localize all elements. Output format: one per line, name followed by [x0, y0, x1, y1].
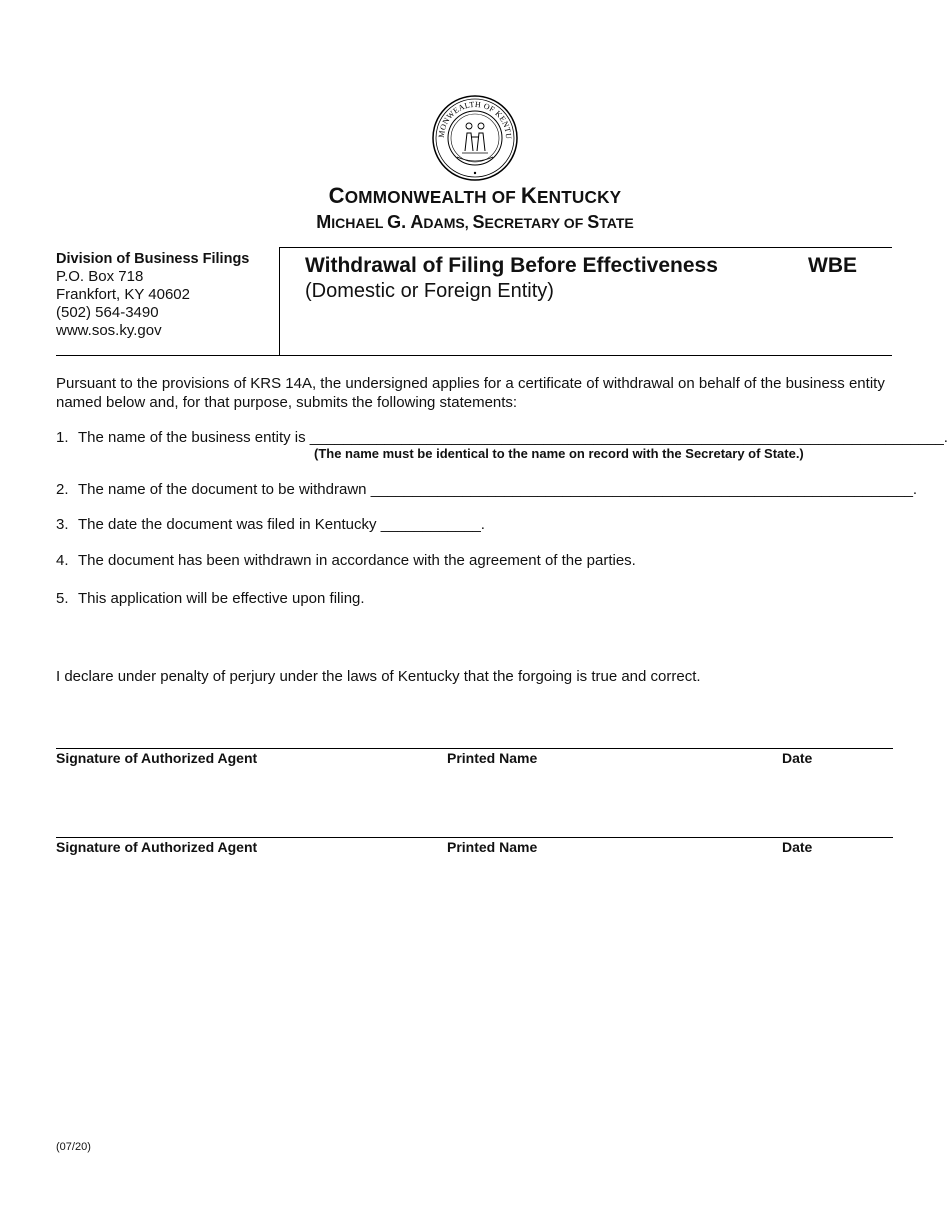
signature-line-2[interactable]: [56, 837, 893, 838]
date-label-2: Date: [782, 839, 813, 855]
name-note: (The name must be identical to the name on record with the Secretary of State.): [314, 446, 804, 461]
secretary-heading: MICHAEL G. ADAMS, SECRETARY OF STATE: [316, 212, 634, 232]
statement-5: 5. This application will be effective upon filing.: [56, 590, 365, 607]
printed-name-label-1: Printed Name: [447, 750, 538, 766]
revision-date: (07/20): [56, 1141, 91, 1153]
statement-4: 4. The document has been withdrawn in accordance with the agreement of the parties.: [56, 552, 636, 569]
form-subtitle: (Domestic or Foreign Entity): [305, 280, 554, 302]
date-label-1: Date: [782, 750, 813, 766]
seal-text: MONWEALTH OF KENTU: [436, 99, 514, 140]
filed-date-field[interactable]: ____________.: [380, 516, 485, 533]
phone-number: (502) 564-3490: [56, 304, 159, 321]
kentucky-state-seal-icon: [432, 95, 518, 181]
signature-label-1: Signature of Authorized Agent: [56, 750, 258, 766]
division-name: Division of Business Filings: [56, 251, 250, 267]
division-address: [56, 250, 249, 340]
entity-name-field[interactable]: ____________________________________________________________________________.: [309, 429, 948, 446]
po-box: P.O. Box 718: [56, 268, 144, 285]
city-state-zip: Frankfort, KY 40602: [56, 286, 190, 303]
header-top-rule: [280, 247, 892, 248]
declaration: I declare under penalty of perjury under the laws of Kentucky that the forgoing is true and correct.: [56, 668, 701, 685]
form-title: Withdrawal of Filing Before Effectiveness: [305, 254, 718, 277]
svg-text:COMMONWEALTH OF KENTUCKY: [432, 95, 513, 139]
statement-1: 1. The name of the business entity is ____________________________________________________________________________.: [56, 429, 948, 446]
signature-line-1[interactable]: [56, 748, 893, 749]
commonwealth-heading: COMMONWEALTH OF KENTUCKY: [328, 183, 622, 208]
document-name-field[interactable]: _________________________________________________________________.: [370, 481, 918, 498]
printed-name-label-2: Printed Name: [447, 839, 538, 855]
header-bottom-rule: [56, 355, 892, 356]
form-code: WBE: [808, 254, 857, 277]
statement-2: 2. The name of the document to be withdrawn _________________________________________________________________.: [56, 481, 918, 498]
statement-3: 3. The date the document was filed in Kentucky ____________.: [56, 516, 485, 533]
intro-paragraph: Pursuant to the provisions of KRS 14A, the undersigned applies for a certificate of withdrawal on behalf of the business entity named below and, for that purpose, submits the following statements:: [56, 375, 885, 411]
website: www.sos.ky.gov: [56, 322, 162, 339]
header-divider: [279, 247, 280, 355]
signature-label-2: Signature of Authorized Agent: [56, 839, 258, 855]
